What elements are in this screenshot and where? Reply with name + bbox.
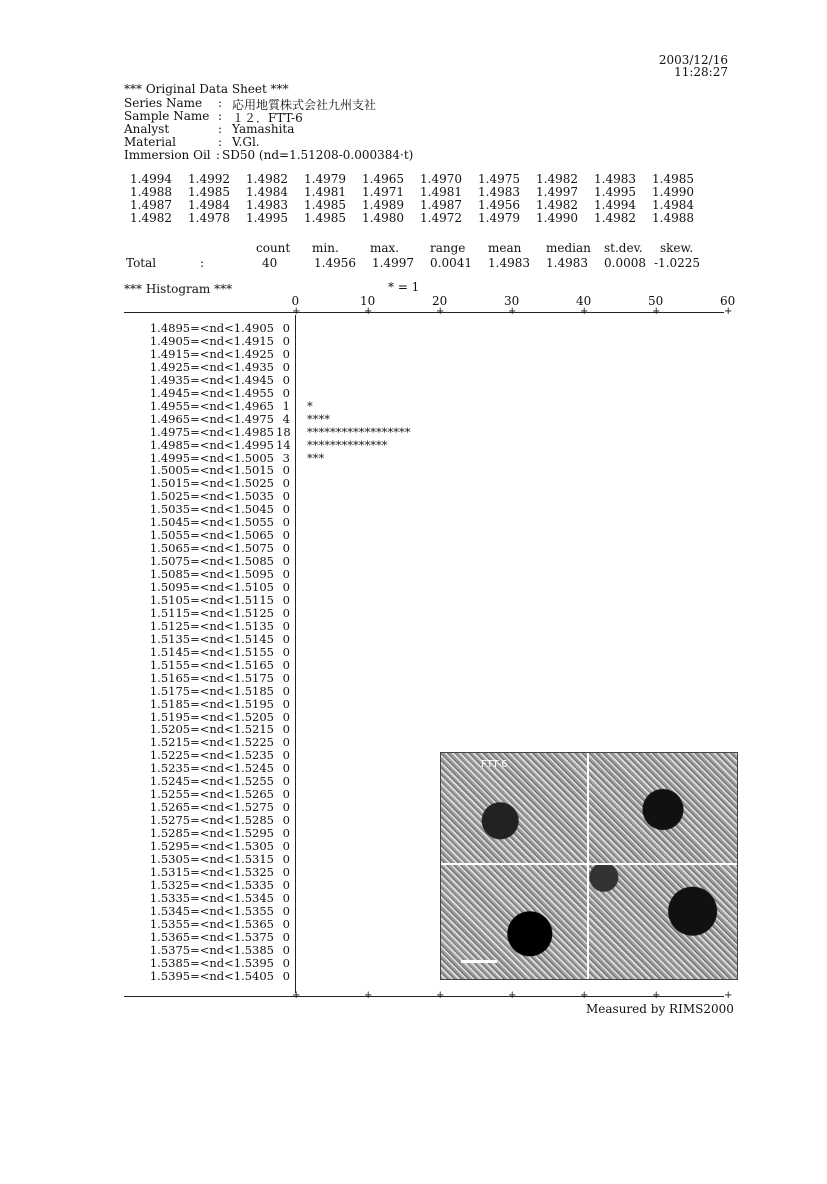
data-value-cell: 1.4984 bbox=[246, 185, 288, 199]
field-value-material: V.Gl. bbox=[232, 135, 260, 149]
bin-count: 0 bbox=[282, 955, 290, 970]
measured-by-footer: Measured by RIMS2000 bbox=[586, 1002, 734, 1016]
bin-count: 0 bbox=[282, 359, 290, 374]
data-value-cell: 1.4972 bbox=[420, 211, 462, 225]
field-value-oil: SD50 (nd=1.51208-0.000384·t) bbox=[222, 148, 414, 162]
data-value-cell: 1.4984 bbox=[652, 198, 694, 212]
bin-range-label: 1.5335=<nd<1.5345 bbox=[149, 890, 274, 905]
bin-count: 0 bbox=[282, 502, 290, 517]
scale-tick-label: 10 bbox=[360, 294, 376, 308]
bin-count: 0 bbox=[282, 800, 290, 815]
field-label-analyst: Analyst bbox=[124, 122, 170, 136]
field-label-material: Material bbox=[124, 135, 176, 149]
data-value-cell: 1.4988 bbox=[130, 185, 172, 199]
data-value-cell: 1.4992 bbox=[188, 172, 230, 186]
scale-tick-mark: + bbox=[436, 990, 445, 1001]
bin-count: 0 bbox=[282, 670, 290, 685]
bin-count: 0 bbox=[282, 761, 290, 776]
data-value-cell: 1.4988 bbox=[652, 211, 694, 225]
photo-divider-horizontal bbox=[441, 863, 737, 865]
scale-tick-label: 0 bbox=[291, 294, 300, 308]
data-value-cell: 1.4981 bbox=[420, 185, 462, 199]
bin-range-label: 1.5065=<nd<1.5075 bbox=[149, 541, 274, 556]
field-value-series: 応用地質株式会社九州支社 bbox=[232, 98, 377, 112]
bin-range-label: 1.5345=<nd<1.5355 bbox=[149, 903, 274, 918]
scale-tick-mark: + bbox=[724, 306, 733, 317]
bin-range-label: 1.5095=<nd<1.5105 bbox=[149, 580, 274, 594]
bin-count: 0 bbox=[282, 333, 290, 348]
data-value-cell: 1.4982 bbox=[594, 211, 636, 225]
bin-star-bar: * bbox=[307, 398, 313, 413]
bin-count: 0 bbox=[282, 605, 290, 620]
data-value-cell: 1.4983 bbox=[246, 198, 288, 212]
scale-tick-label: 30 bbox=[504, 294, 520, 308]
bin-range-label: 1.5045=<nd<1.5055 bbox=[149, 515, 274, 530]
data-value-cell: 1.4979 bbox=[304, 172, 346, 186]
bin-count: 0 bbox=[282, 683, 290, 698]
scale-tick-label: 40 bbox=[576, 294, 592, 308]
bin-count: 0 bbox=[282, 580, 290, 594]
scale-tick-mark: + bbox=[436, 306, 445, 317]
data-value-cell: 1.4982 bbox=[130, 211, 172, 225]
data-value-cell: 1.4994 bbox=[130, 172, 172, 186]
scale-tick-mark: + bbox=[508, 306, 517, 317]
data-value-cell: 1.4997 bbox=[536, 185, 578, 199]
bin-star-bar: ****************** bbox=[307, 424, 411, 439]
scale-tick-mark: + bbox=[508, 990, 517, 1001]
scale-tick-mark: + bbox=[292, 306, 301, 317]
bin-star-bar: ************** bbox=[307, 437, 388, 452]
scale-tick-label: 60 bbox=[720, 294, 736, 308]
bin-count: 0 bbox=[282, 567, 290, 582]
histogram-axis-line bbox=[295, 315, 296, 993]
bin-range-label: 1.4965=<nd<1.4975 bbox=[149, 411, 274, 426]
summary-header: max. bbox=[370, 241, 400, 255]
data-value-cell: 1.4995 bbox=[594, 185, 636, 199]
bin-range-label: 1.5175=<nd<1.5185 bbox=[149, 683, 274, 698]
scale-tick-label: 50 bbox=[648, 294, 664, 308]
field-colon: : bbox=[216, 148, 221, 162]
bin-count: 0 bbox=[282, 644, 290, 659]
bin-count: 4 bbox=[282, 411, 290, 426]
data-value-cell: 1.4965 bbox=[362, 172, 404, 186]
bin-star-bar: **** bbox=[307, 411, 330, 426]
bin-range-label: 1.5315=<nd<1.5325 bbox=[149, 864, 274, 879]
bin-range-label: 1.5075=<nd<1.5085 bbox=[149, 554, 274, 569]
bin-count: 0 bbox=[282, 618, 290, 633]
bin-range-label: 1.5385=<nd<1.5395 bbox=[149, 955, 274, 970]
bin-count: 0 bbox=[282, 696, 290, 711]
data-value-cell: 1.4983 bbox=[594, 172, 636, 186]
bin-count: 0 bbox=[282, 631, 290, 646]
data-value-cell: 1.4994 bbox=[594, 198, 636, 212]
scale-line bbox=[124, 996, 724, 997]
field-label-oil: Immersion Oil bbox=[124, 148, 211, 162]
data-value-cell: 1.4990 bbox=[536, 211, 578, 225]
data-value-cell: 1.4982 bbox=[246, 172, 288, 186]
bin-count: 18 bbox=[276, 424, 291, 439]
bin-range-label: 1.5055=<nd<1.5065 bbox=[149, 528, 274, 543]
bin-count: 0 bbox=[282, 592, 290, 607]
scale-tick-mark: + bbox=[652, 306, 661, 317]
scale-tick-mark: + bbox=[580, 306, 589, 317]
bin-count: 0 bbox=[282, 554, 290, 569]
data-value-cell: 1.4985 bbox=[304, 211, 346, 225]
data-value-cell: 1.4978 bbox=[188, 211, 230, 225]
field-colon: : bbox=[218, 96, 223, 110]
bin-count: 0 bbox=[282, 877, 290, 892]
data-value-cell: 1.4971 bbox=[362, 185, 404, 199]
field-colon: : bbox=[218, 122, 223, 136]
data-value-cell: 1.4985 bbox=[652, 172, 694, 186]
bin-count: 0 bbox=[282, 774, 290, 789]
summary-header: mean bbox=[488, 241, 522, 255]
bin-count: 0 bbox=[282, 735, 290, 750]
bin-range-label: 1.5285=<nd<1.5295 bbox=[149, 826, 274, 841]
bin-count: 0 bbox=[282, 489, 290, 504]
bin-range-label: 1.4935=<nd<1.4945 bbox=[149, 372, 274, 387]
field-value-analyst: Yamashita bbox=[232, 122, 295, 136]
data-value-cell: 1.4990 bbox=[652, 185, 694, 199]
summary-row-label: Total bbox=[126, 256, 157, 270]
scale-tick-mark: + bbox=[292, 990, 301, 1001]
summary-value: 1.4983 bbox=[488, 256, 530, 270]
data-value-cell: 1.4975 bbox=[478, 172, 520, 186]
data-value-cell: 1.4985 bbox=[188, 185, 230, 199]
summary-value: 1.4983 bbox=[546, 256, 588, 270]
bin-count: 0 bbox=[282, 515, 290, 530]
summary-value: -1.0225 bbox=[654, 256, 701, 270]
histogram-unit-note: * = 1 bbox=[388, 280, 420, 294]
bin-range-label: 1.5205=<nd<1.5215 bbox=[149, 722, 274, 737]
data-value-cell: 1.4980 bbox=[362, 211, 404, 225]
sheet-title: *** Original Data Sheet *** bbox=[124, 82, 289, 96]
bin-range-label: 1.4995=<nd<1.5005 bbox=[149, 450, 274, 465]
bin-range-label: 1.5325=<nd<1.5335 bbox=[149, 877, 274, 892]
bin-count: 0 bbox=[282, 929, 290, 944]
field-colon: : bbox=[218, 135, 223, 149]
scale-tick-label: 20 bbox=[432, 294, 448, 308]
histogram-title: *** Histogram *** bbox=[124, 282, 233, 296]
bin-range-label: 1.5255=<nd<1.5265 bbox=[149, 787, 274, 802]
bin-range-label: 1.5275=<nd<1.5285 bbox=[149, 813, 274, 828]
summary-value: 0.0008 bbox=[604, 256, 646, 270]
bin-count: 0 bbox=[282, 942, 290, 957]
data-value-cell: 1.4995 bbox=[246, 211, 288, 225]
bin-count: 0 bbox=[282, 903, 290, 918]
bin-count: 3 bbox=[282, 450, 290, 465]
bin-range-label: 1.5355=<nd<1.5365 bbox=[149, 916, 274, 931]
bin-range-label: 1.4975=<nd<1.4985 bbox=[149, 424, 274, 439]
scale-tick-mark: + bbox=[364, 990, 373, 1001]
bin-range-label: 1.4915=<nd<1.4925 bbox=[149, 346, 274, 361]
bin-count: 0 bbox=[282, 346, 290, 361]
data-value-cell: 1.4984 bbox=[188, 198, 230, 212]
bin-range-label: 1.5185=<nd<1.5195 bbox=[149, 696, 274, 711]
bin-count: 0 bbox=[282, 722, 290, 737]
bin-count: 0 bbox=[282, 528, 290, 543]
bin-range-label: 1.5135=<nd<1.5145 bbox=[149, 631, 274, 646]
scale-tick-mark: + bbox=[652, 990, 661, 1001]
field-value-sample: １２．FTT-6 bbox=[232, 111, 303, 125]
bin-count: 0 bbox=[282, 826, 290, 841]
data-value-cell: 1.4985 bbox=[304, 198, 346, 212]
bin-count: 0 bbox=[282, 787, 290, 802]
summary-header: count bbox=[256, 241, 291, 255]
summary-header: min. bbox=[312, 241, 339, 255]
bin-range-label: 1.4945=<nd<1.4955 bbox=[149, 385, 274, 400]
bin-count: 0 bbox=[282, 372, 290, 387]
bin-count: 0 bbox=[282, 968, 290, 983]
scale-line bbox=[124, 312, 724, 313]
field-colon: : bbox=[218, 109, 223, 123]
bin-count: 0 bbox=[282, 709, 290, 724]
data-value-cell: 1.4983 bbox=[478, 185, 520, 199]
bin-range-label: 1.5155=<nd<1.5165 bbox=[149, 657, 274, 672]
bin-range-label: 1.5015=<nd<1.5025 bbox=[149, 476, 274, 491]
summary-header: median bbox=[546, 241, 591, 255]
report-time: 11:28:27 bbox=[674, 65, 728, 79]
bin-range-label: 1.5115=<nd<1.5125 bbox=[149, 605, 274, 620]
summary-header: st.dev. bbox=[604, 241, 643, 255]
bin-count: 0 bbox=[282, 657, 290, 672]
data-value-cell: 1.4987 bbox=[130, 198, 172, 212]
data-value-cell: 1.4982 bbox=[536, 198, 578, 212]
bin-range-label: 1.5125=<nd<1.5135 bbox=[149, 618, 274, 633]
summary-value: 1.4956 bbox=[314, 256, 356, 270]
summary-header: skew. bbox=[660, 241, 694, 255]
summary-value: 1.4997 bbox=[372, 256, 414, 270]
bin-range-label: 1.5105=<nd<1.5115 bbox=[149, 592, 274, 607]
bin-range-label: 1.5165=<nd<1.5175 bbox=[149, 670, 274, 685]
bin-count: 0 bbox=[282, 748, 290, 763]
photo-scale-bar bbox=[461, 960, 497, 963]
data-value-cell: 1.4979 bbox=[478, 211, 520, 225]
bin-range-label: 1.5265=<nd<1.5275 bbox=[149, 800, 274, 815]
bin-count: 0 bbox=[282, 321, 290, 335]
scale-tick-mark: + bbox=[364, 306, 373, 317]
bin-star-bar: *** bbox=[307, 450, 325, 465]
bin-count: 0 bbox=[282, 864, 290, 879]
bin-range-label: 1.5295=<nd<1.5305 bbox=[149, 839, 274, 853]
bin-range-label: 1.5305=<nd<1.5315 bbox=[149, 851, 274, 866]
data-value-cell: 1.4956 bbox=[478, 198, 520, 212]
scale-tick-mark: + bbox=[724, 990, 733, 1001]
report-date: 2003/12/16 bbox=[658, 53, 728, 67]
bin-range-label: 1.5365=<nd<1.5375 bbox=[149, 929, 274, 944]
bin-count: 0 bbox=[282, 916, 290, 931]
summary-row-colon: : bbox=[200, 256, 205, 270]
bin-range-label: 1.5395=<nd<1.5405 bbox=[149, 968, 274, 983]
bin-range-label: 1.5235=<nd<1.5245 bbox=[149, 761, 274, 776]
bin-range-label: 1.5035=<nd<1.5045 bbox=[149, 502, 274, 517]
bin-range-label: 1.4985=<nd<1.4995 bbox=[149, 437, 274, 452]
bin-count: 0 bbox=[282, 385, 290, 400]
bin-range-label: 1.5195=<nd<1.5205 bbox=[149, 709, 274, 724]
photo-divider-vertical bbox=[587, 753, 589, 979]
field-label-sample: Sample Name bbox=[124, 109, 210, 123]
data-value-cell: 1.4981 bbox=[304, 185, 346, 199]
bin-count: 0 bbox=[282, 476, 290, 491]
data-value-cell: 1.4987 bbox=[420, 198, 462, 212]
bin-range-label: 1.5215=<nd<1.5225 bbox=[149, 735, 274, 750]
bin-range-label: 1.4925=<nd<1.4935 bbox=[149, 359, 274, 374]
bin-range-label: 1.5085=<nd<1.5095 bbox=[149, 567, 274, 582]
summary-value: 40 bbox=[262, 256, 278, 270]
bin-count: 0 bbox=[282, 541, 290, 556]
summary-header: range bbox=[430, 241, 466, 255]
glass-shard-micrograph bbox=[440, 752, 738, 980]
bin-count: 0 bbox=[282, 839, 290, 853]
bin-count: 0 bbox=[282, 813, 290, 828]
bin-range-label: 1.5245=<nd<1.5255 bbox=[149, 774, 274, 789]
bin-range-label: 1.5225=<nd<1.5235 bbox=[149, 748, 274, 763]
bin-count: 1 bbox=[282, 398, 290, 413]
bin-count: 14 bbox=[276, 437, 291, 452]
bin-range-label: 1.5005=<nd<1.5015 bbox=[149, 463, 274, 478]
photo-label: FTT-6 bbox=[481, 759, 508, 770]
bin-range-label: 1.5375=<nd<1.5385 bbox=[149, 942, 274, 957]
data-value-cell: 1.4982 bbox=[536, 172, 578, 186]
bin-range-label: 1.4955=<nd<1.4965 bbox=[149, 398, 274, 413]
bin-range-label: 1.5025=<nd<1.5035 bbox=[149, 489, 274, 504]
data-value-cell: 1.4989 bbox=[362, 198, 404, 212]
bin-range-label: 1.4895=<nd<1.4905 bbox=[149, 321, 274, 335]
data-value-cell: 1.4970 bbox=[420, 172, 462, 186]
bin-count: 0 bbox=[282, 890, 290, 905]
bin-count: 0 bbox=[282, 851, 290, 866]
bin-range-label: 1.5145=<nd<1.5155 bbox=[149, 644, 274, 659]
bin-count: 0 bbox=[282, 463, 290, 478]
bin-range-label: 1.4905=<nd<1.4915 bbox=[149, 333, 274, 348]
scale-tick-mark: + bbox=[580, 990, 589, 1001]
field-label-series: Series Name bbox=[124, 96, 203, 110]
summary-value: 0.0041 bbox=[430, 256, 472, 270]
